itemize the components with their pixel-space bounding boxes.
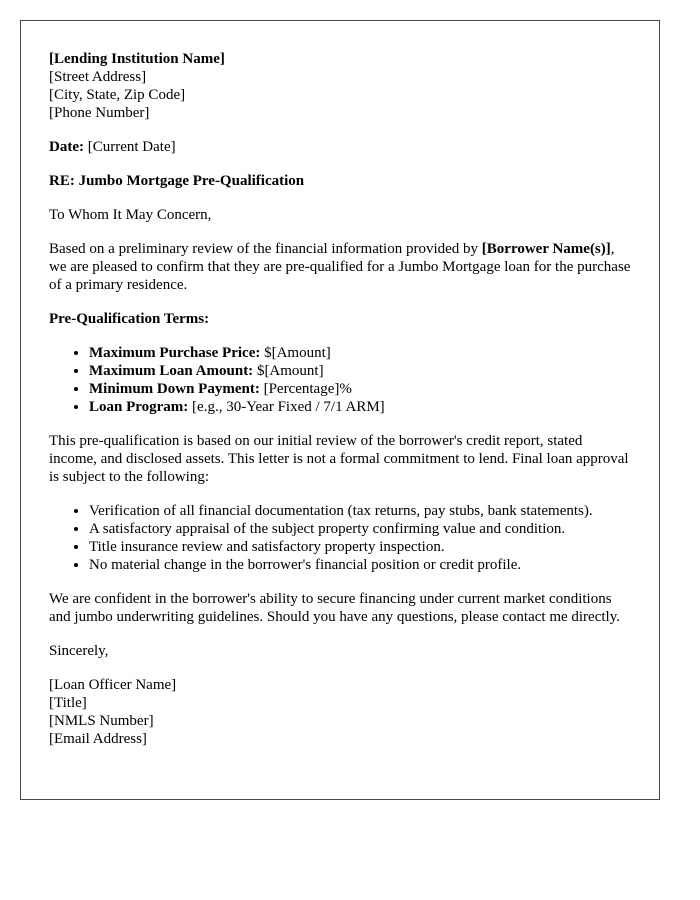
closing-paragraph: We are confident in the borrower's ability to secure financing under current market conditions and jumbo underwriting guidelines. Should you have any questions, please contact me directly.: [49, 591, 620, 625]
conditions-intro: This pre-qualification is based on our initial review of the borrower's credit report, stated income, and disclosed assets. This letter is not a formal commitment to lend. Final loan approval is subject to the following:: [49, 433, 629, 485]
condition-item: • A satisfactory appraisal of the subject property confirming value and condition.: [89, 520, 631, 538]
date-line: [49, 138, 631, 156]
conditions-list: [49, 502, 631, 574]
date-value: [Current Date]: [87, 139, 176, 155]
date-label: Date:: [49, 139, 84, 155]
loan-officer-name: [Loan Officer Name]: [49, 677, 177, 693]
nmls-number: [NMLS Number]: [49, 713, 154, 729]
term-item-loan-amount: [89, 362, 631, 380]
phone-number: [Phone Number]: [49, 105, 150, 121]
letter-document: [20, 20, 660, 800]
letterhead: [49, 50, 631, 122]
loan-officer-title: [Title]: [49, 695, 87, 711]
condition-item: • No material change in the borrower's financial position or credit profile.: [89, 556, 631, 574]
institution-name: [Lending Institution Name]: [49, 51, 225, 67]
terms-heading: Pre-Qualification Terms:: [49, 311, 210, 327]
sign-off: Sincerely,: [49, 643, 109, 659]
term-item-down-payment: [89, 380, 631, 398]
intro-paragraph: [49, 240, 631, 294]
term-value: $[Amount]: [260, 345, 331, 361]
subject-line: RE: Jumbo Mortgage Pre-Qualification: [49, 173, 305, 189]
term-value: $[Amount]: [253, 363, 324, 379]
salutation: To Whom It May Concern,: [49, 207, 212, 223]
term-label: Loan Program:: [89, 399, 189, 415]
term-item-loan-program: [89, 398, 631, 416]
term-item-purchase-price: [89, 344, 631, 362]
condition-item: • Verification of all financial documentation (tax returns, pay stubs, bank statements).: [89, 502, 631, 520]
term-label: Maximum Purchase Price:: [89, 345, 261, 361]
street-address: [Street Address]: [49, 69, 147, 85]
term-value: [Percentage]%: [259, 381, 352, 397]
intro-text-after: , we are pleased to confirm that they are pre-qualified for a Jumbo Mortgage loan for the purchase of a primary residence.: [49, 241, 631, 293]
condition-item: • Title insurance review and satisfactory property inspection.: [89, 538, 631, 556]
intro-text-before: Based on a preliminary review of the financial information provided by: [49, 241, 482, 257]
signature-block: [49, 676, 631, 748]
email-address: [Email Address]: [49, 731, 147, 747]
term-label: Minimum Down Payment:: [89, 381, 260, 397]
city-state-zip: [City, State, Zip Code]: [49, 87, 186, 103]
term-value: [e.g., 30-Year Fixed / 7/1 ARM]: [188, 399, 385, 415]
term-label: Maximum Loan Amount:: [89, 363, 254, 379]
borrower-name: [Borrower Name(s)]: [481, 241, 611, 257]
terms-list: [49, 344, 631, 416]
